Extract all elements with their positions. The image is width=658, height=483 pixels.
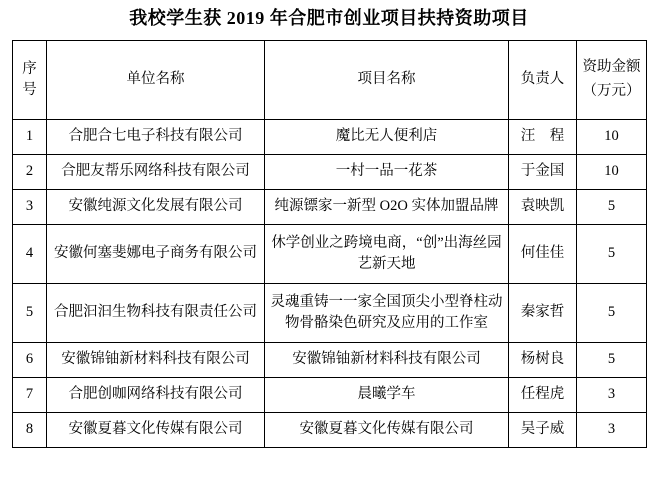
table-row (13, 412, 647, 447)
row-no: 5 (13, 283, 47, 342)
row-project-line: 休学创业之跨境电商，“创”出海丝园 (271, 234, 502, 251)
row-person: 于金国 (509, 154, 577, 189)
row-project-line: 物骨骼染色研究及应用的工作室 (285, 314, 488, 331)
row-project (265, 154, 509, 189)
table-row (13, 342, 647, 377)
row-amount: 5 (577, 342, 647, 377)
column-header-no-line2: 号 (22, 81, 37, 98)
row-project (265, 283, 509, 342)
column-header-amount-line2: （万元） (582, 82, 641, 99)
row-no: 1 (13, 119, 47, 154)
column-header-project: 项目名称 (265, 40, 509, 119)
row-person: 杨树良 (509, 342, 577, 377)
column-header-no (13, 40, 47, 119)
row-unit: 合肥友帮乐网络科技有限公司 (47, 154, 265, 189)
page-title: 我校学生获 2019 年合肥市创业项目扶持资助项目 (129, 8, 529, 28)
row-unit: 合肥合七电子科技有限公司 (47, 119, 265, 154)
row-amount: 10 (577, 119, 647, 154)
row-amount: 3 (577, 412, 647, 447)
row-project (265, 412, 509, 447)
row-no: 7 (13, 377, 47, 412)
row-unit: 安徽何塞斐娜电子商务有限公司 (47, 224, 265, 283)
row-person: 何佳佳 (509, 224, 577, 283)
row-person: 秦家哲 (509, 283, 577, 342)
row-unit: 合肥汩汩生物科技有限责任公司 (47, 283, 265, 342)
row-amount: 5 (577, 283, 647, 342)
row-amount: 3 (577, 377, 647, 412)
row-unit: 安徽纯源文化发展有限公司 (47, 189, 265, 224)
row-unit: 安徽夏暮文化传媒有限公司 (47, 412, 265, 447)
table-body (13, 119, 647, 447)
table-row (13, 154, 647, 189)
row-unit: 合肥创咖网络科技有限公司 (47, 377, 265, 412)
row-project-line: 纯源镖家一新型 O2O 实体加盟品牌 (274, 198, 499, 215)
row-no: 4 (13, 224, 47, 283)
row-project (265, 342, 509, 377)
row-project (265, 377, 509, 412)
row-project-line: 魔比无人便利店 (335, 128, 438, 145)
row-project-line: 艺新天地 (357, 255, 416, 272)
row-project-line: 晨曦学车 (357, 386, 416, 403)
row-project (265, 189, 509, 224)
column-header-unit: 单位名称 (47, 40, 265, 119)
row-project (265, 224, 509, 283)
table-header-row (13, 40, 647, 119)
row-project-line: 灵魂重铸一一家全国顶尖小型脊柱动 (270, 293, 503, 310)
row-project-line: 一村一品一花茶 (335, 163, 438, 180)
column-header-amount (577, 40, 647, 119)
row-no: 8 (13, 412, 47, 447)
row-no: 6 (13, 342, 47, 377)
table-row (13, 283, 647, 342)
row-unit: 安徽锦铀新材料科技有限公司 (47, 342, 265, 377)
row-amount: 5 (577, 224, 647, 283)
table-row (13, 224, 647, 283)
row-project-line: 安徽夏暮文化传媒有限公司 (299, 421, 474, 438)
row-amount: 10 (577, 154, 647, 189)
table-row (13, 119, 647, 154)
row-person: 袁映凯 (509, 189, 577, 224)
table-row (13, 377, 647, 412)
column-header-no-line1: 序 (22, 60, 37, 77)
row-amount: 5 (577, 189, 647, 224)
table-row (13, 189, 647, 224)
row-project (265, 119, 509, 154)
row-person: 任程虎 (509, 377, 577, 412)
row-no: 2 (13, 154, 47, 189)
row-person: 吴子威 (509, 412, 577, 447)
column-header-person: 负责人 (509, 40, 577, 119)
column-header-amount-line1: 资助金额 (582, 59, 641, 76)
table-header (13, 40, 647, 119)
grant-projects-table (12, 40, 647, 448)
row-no: 3 (13, 189, 47, 224)
row-person: 汪 程 (509, 119, 577, 154)
row-project-line: 安徽锦铀新材料科技有限公司 (292, 351, 481, 368)
